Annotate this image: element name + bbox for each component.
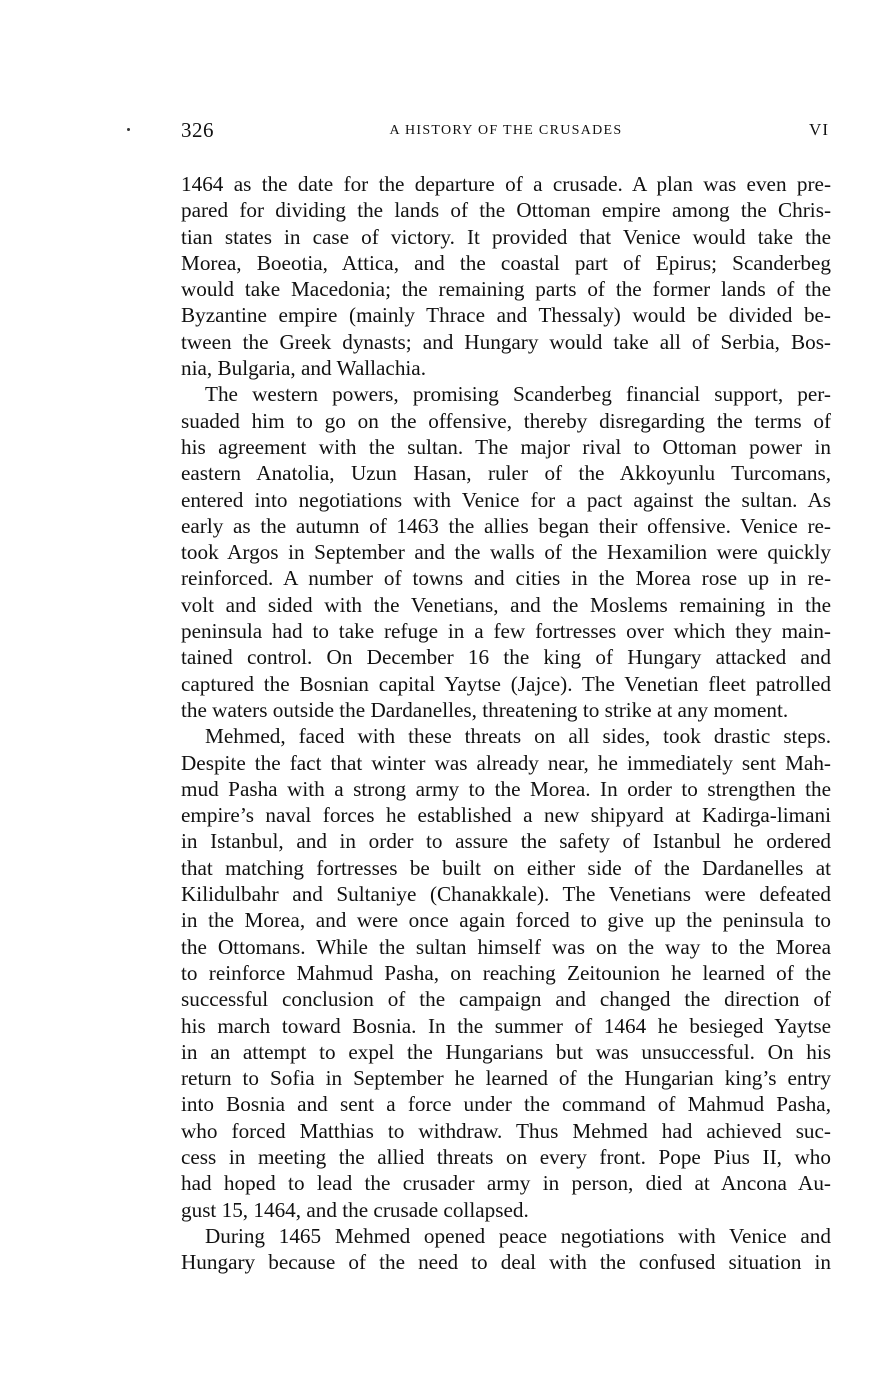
text-line: who forced Matthias to withdraw. Thus Mehmed had achieved suc- — [181, 1118, 831, 1143]
book-title: A HISTORY OF THE CRUSADES — [389, 123, 623, 138]
text-line: in an attempt to expel the Hungarians but was unsuccessful. On his — [181, 1039, 831, 1064]
text-line: his march toward Bosnia. In the summer of 1464 he besieged Yaytse — [181, 1013, 831, 1038]
body-text — [181, 171, 831, 1275]
text-line: return to Sofia in September he learned of the Hungarian king’s entry — [181, 1066, 831, 1091]
text-line: his agreement with the sultan. The major rival to Ottoman power in — [181, 434, 831, 459]
text-line: in Istanbul, and in order to assure the safety of Istanbul he ordered — [181, 829, 831, 854]
text-line: During 1465 Mehmed opened peace negotiations with Venice and — [205, 1223, 831, 1248]
text-line: 1464 as the date for the departure of a crusade. A plan was even pre- — [181, 172, 831, 196]
text-line: the waters outside the Dardanelles, threatening to strike at any moment. — [181, 697, 789, 722]
text-line: empire’s naval forces he established a new shipyard at Kadirga-limani — [181, 803, 831, 828]
text-line: Kilidulbahr and Sultaniye (Chanakkale). The Venetians were defeated — [181, 882, 831, 907]
text-line: cess in meeting the allied threats on every front. Pope Pius II, who — [181, 1144, 831, 1169]
text-line: peninsula had to take refuge in a few fortresses over which they main- — [181, 619, 831, 644]
text-line: tained control. On December 16 the king of Hungary attacked and — [181, 645, 831, 670]
text-line: the Ottomans. While the sultan himself was on the way to the Morea — [181, 934, 831, 959]
text-line: captured the Bosnian capital Yaytse (Jajce). The Venetian fleet patrolled — [181, 671, 831, 696]
chapter-number: VI — [809, 120, 829, 139]
text-line: mud Pasha with a strong army to the Morea. In order to strengthen the — [181, 776, 831, 801]
text-line: successful conclusion of the campaign and changed the direction of — [181, 987, 831, 1012]
text-line: Mehmed, faced with these threats on all sides, took drastic steps. — [205, 724, 831, 749]
page-number: 326 — [181, 118, 214, 142]
text-line: to reinforce Mahmud Pasha, on reaching Zeitounion he learned of the — [181, 960, 831, 985]
text-line: into Bosnia and sent a force under the command of Mahmud Pasha, — [181, 1092, 831, 1117]
text-line: in the Morea, and were once again forced to give up the peninsula to — [181, 908, 831, 933]
text-line: Byzantine empire (mainly Thrace and Thessaly) would be divided be- — [181, 303, 831, 328]
text-line: had hoped to lead the crusader army in person, died at Ancona Au- — [181, 1171, 831, 1196]
text-line: that matching fortresses be built on either side of the Dardanelles at — [181, 855, 831, 880]
text-line: would take Macedonia; the remaining parts of the former lands of the — [181, 277, 831, 302]
text-line: pared for dividing the lands of the Ottoman empire among the Chris- — [181, 198, 831, 223]
text-line: Morea, Boeotia, Attica, and the coastal part of Epirus; Scanderbeg — [181, 250, 831, 275]
text-line: Despite the fact that winter was already near, he immediately sent Mah- — [181, 750, 831, 775]
text-line: tian states in case of victory. It provided that Venice would take the — [181, 224, 831, 249]
text-line: suaded him to go on the offensive, thereby disregarding the terms of — [181, 408, 831, 433]
text-line: gust 15, 1464, and the crusade collapsed. — [181, 1197, 529, 1222]
scan-speck — [127, 128, 130, 131]
text-line: took Argos in September and the walls of the Hexamilion were quickly — [181, 540, 831, 565]
text-line: nia, Bulgaria, and Wallachia. — [181, 356, 426, 381]
text-line: eastern Anatolia, Uzun Hasan, ruler of the Akkoyunlu Turcomans, — [181, 461, 831, 486]
text-line: early as the autumn of 1463 the allies began their offensive. Venice re- — [181, 513, 831, 538]
running-head — [181, 118, 831, 148]
text-line: entered into negotiations with Venice for a pact against the sultan. As — [181, 487, 831, 512]
text-line: The western powers, promising Scanderbeg financial support, per- — [205, 382, 831, 407]
text-line: tween the Greek dynasts; and Hungary would take all of Serbia, Bos- — [181, 329, 831, 354]
text-line: reinforced. A number of towns and cities in the Morea rose up in re- — [181, 566, 831, 591]
text-line: volt and sided with the Venetians, and the Moslems remaining in the — [181, 592, 831, 617]
text-line: Hungary because of the need to deal with the confused situation in — [181, 1250, 831, 1275]
